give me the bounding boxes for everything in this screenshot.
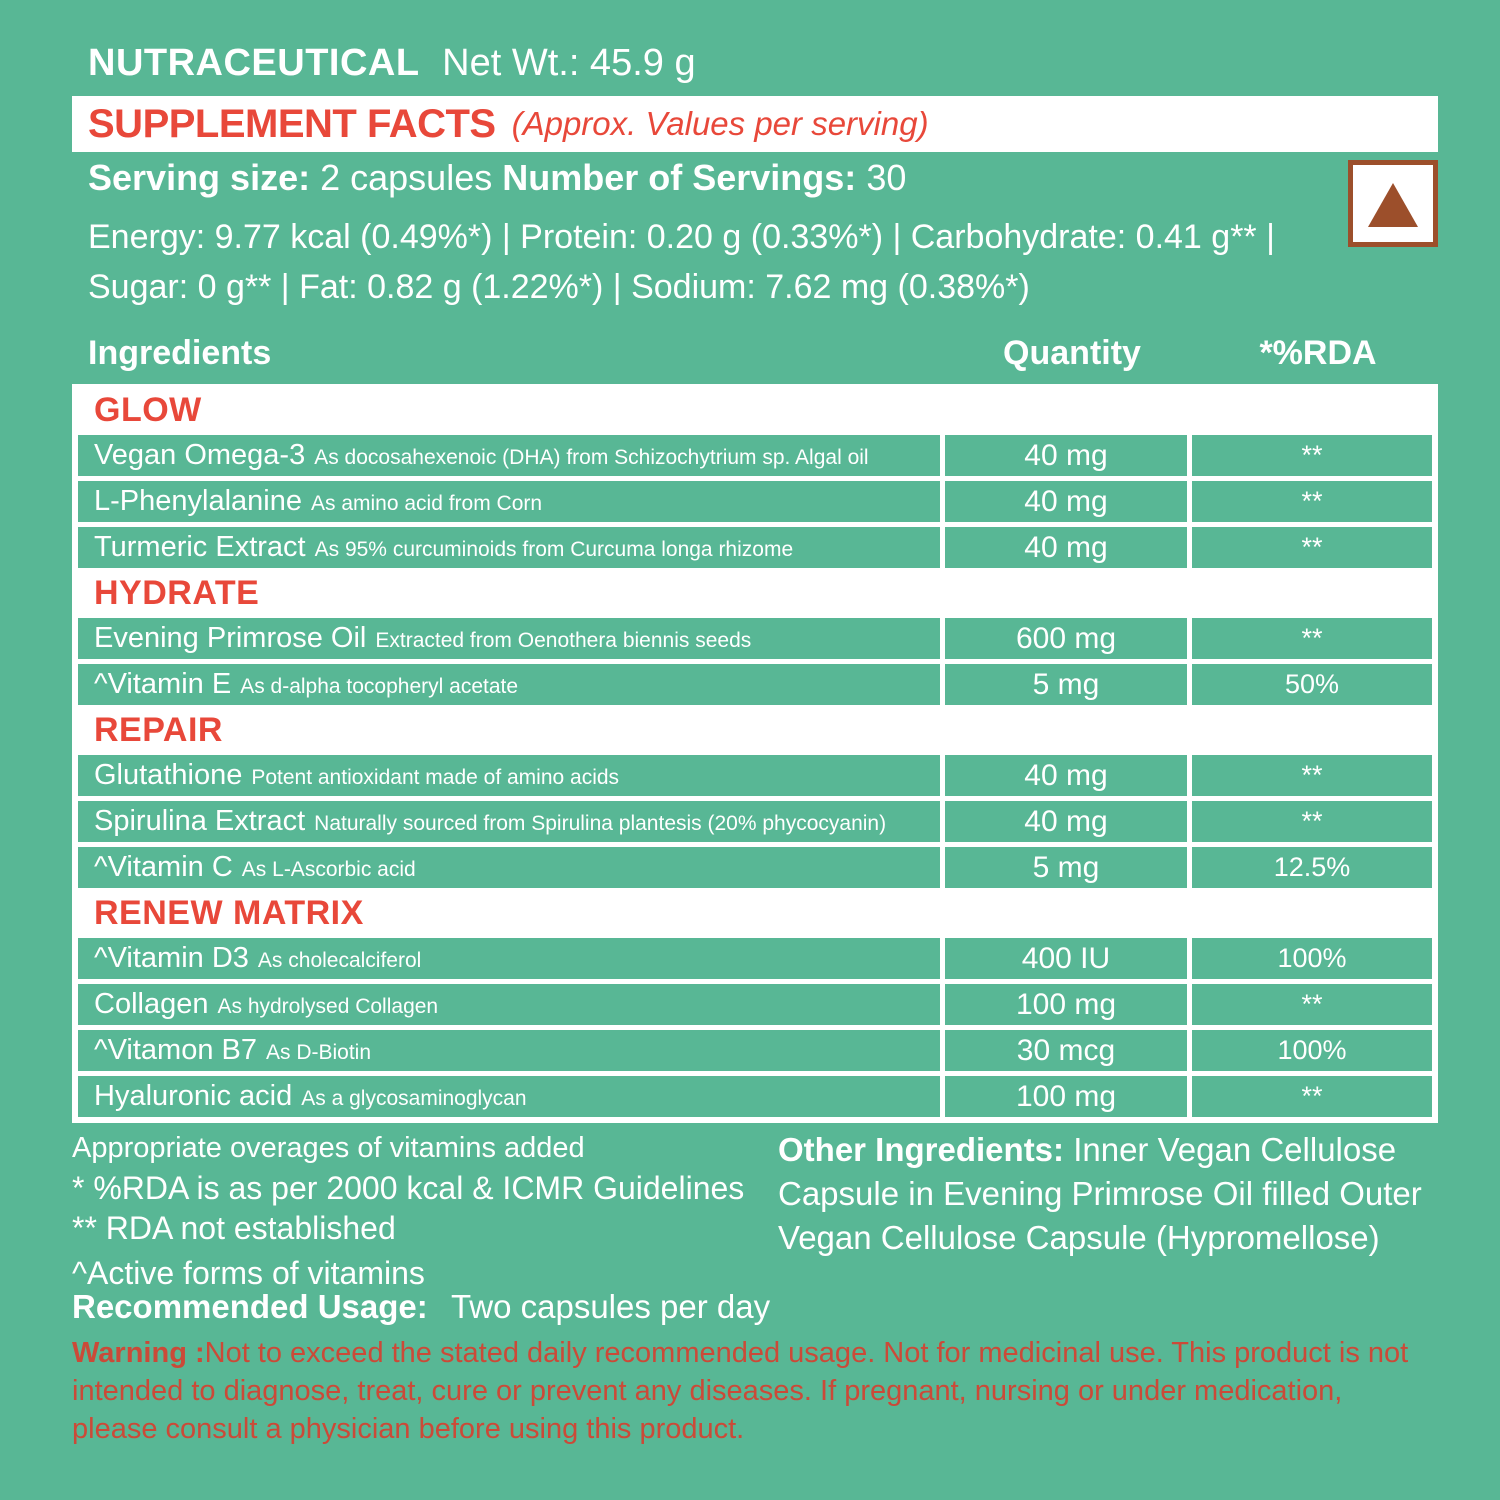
column-header-ingredients: Ingredients (88, 334, 272, 372)
ingredient-rda: ** (1192, 984, 1432, 1025)
supplement-facts-bar (72, 96, 1438, 152)
footnote-rda-basis: * %RDA is as per 2000 kcal & ICMR Guidelines (72, 1170, 745, 1206)
footnote-overages: Appropriate overages of vitamins added (72, 1132, 585, 1164)
ingredient-rda: ** (1192, 755, 1432, 796)
net-weight: Net Wt.: 45.9 g (442, 42, 696, 84)
other-ingredients-text: Inner Vegan Cellulose Capsule in Evening Primrose Oil filled Outer Vegan Cellulose Capsule (Hypromellose) (778, 1131, 1422, 1256)
table-row (78, 1030, 1432, 1071)
ingredient-rda: 100% (1192, 1030, 1432, 1071)
ingredient-name-cell (78, 664, 940, 705)
ingredient-description: Potent antioxidant made of amino acids (251, 766, 620, 789)
table-row (78, 618, 1432, 659)
ingredient-quantity: 600 mg (945, 618, 1187, 659)
ingredient-description: As docosahexenoic (DHA) from Schizochytrium sp. Algal oil (314, 446, 869, 469)
ingredient-name: Vegan Omega-3 (94, 439, 306, 471)
table-section-header (78, 710, 1432, 750)
ingredient-quantity: 40 mg (945, 435, 1187, 476)
supplement-facts-title: SUPPLEMENT FACTS (88, 101, 496, 146)
ingredient-name: Evening Primrose Oil (94, 622, 367, 654)
column-header-rda: *%RDA (1259, 334, 1377, 372)
ingredient-name-cell (78, 984, 940, 1025)
ingredient-quantity: 40 mg (945, 527, 1187, 568)
nutrition-summary-line1: Energy: 9.77 kcal (0.49%*) | Protein: 0.20 g (0.33%*) | Carbohydrate: 0.41 g** | (88, 218, 1275, 256)
ingredient-rda: 100% (1192, 938, 1432, 979)
ingredient-rda: 50% (1192, 664, 1432, 705)
ingredient-name: Hyaluronic acid (94, 1080, 293, 1112)
nutrition-summary-line2: Sugar: 0 g** | Fat: 0.82 g (1.22%*) | Sodium: 7.62 mg (0.38%*) (88, 268, 1030, 306)
nutrition-summary (88, 212, 1338, 312)
table-section-header (78, 390, 1432, 430)
triangle-icon (1368, 183, 1418, 227)
serving-info (88, 157, 906, 199)
ingredient-name-cell (78, 435, 940, 476)
table-row (78, 984, 1432, 1025)
ingredient-quantity: 5 mg (945, 847, 1187, 888)
warning-text (72, 1334, 1424, 1448)
servings-count-label: Number of Servings: (502, 157, 857, 198)
column-header-quantity: Quantity (1003, 334, 1141, 372)
ingredient-rda: 12.5% (1192, 847, 1432, 888)
ingredient-name-cell (78, 527, 940, 568)
table-row (78, 801, 1432, 842)
table-row (78, 847, 1432, 888)
ingredient-name: Turmeric Extract (94, 531, 306, 563)
section-title: GLOW (94, 390, 202, 429)
ingredient-quantity: 40 mg (945, 481, 1187, 522)
warning-body: Not to exceed the stated daily recommended usage. Not for medicinal use. This product is not intended to diagnose, treat, cure or prevent any diseases. If pregnant, nursing or under medication, please consult a physician before using this product. (72, 1337, 1409, 1445)
ingredient-name: Glutathione (94, 759, 243, 791)
table-row (78, 481, 1432, 522)
ingredient-quantity: 30 mcg (945, 1030, 1187, 1071)
ingredient-name-cell (78, 847, 940, 888)
ingredient-name: Collagen (94, 988, 209, 1020)
ingredient-quantity: 5 mg (945, 664, 1187, 705)
recommended-usage-label: Recommended Usage: (72, 1288, 428, 1325)
warning-label: Warning : (72, 1337, 205, 1369)
ingredient-name: Spirulina Extract (94, 805, 306, 837)
section-title: HYDRATE (94, 573, 260, 612)
ingredient-quantity: 100 mg (945, 1076, 1187, 1117)
ingredient-description: As 95% curcuminoids from Curcuma longa rhizome (314, 538, 794, 561)
ingredient-rda: ** (1192, 801, 1432, 842)
ingredient-name-cell (78, 1030, 940, 1071)
ingredient-name-cell (78, 755, 940, 796)
servings-count-value: 30 (866, 157, 907, 198)
table-row (78, 435, 1432, 476)
ingredient-name: L-Phenylalanine (94, 485, 302, 517)
recommended-usage (72, 1288, 770, 1326)
footnote-rda-not-established: ** RDA not established (72, 1210, 396, 1246)
ingredient-description: As hydrolysed Collagen (217, 995, 439, 1018)
ingredient-description: As a glycosaminoglycan (301, 1087, 527, 1110)
ingredient-rda: ** (1192, 481, 1432, 522)
ingredient-rda: ** (1192, 618, 1432, 659)
ingredient-name-cell (78, 801, 940, 842)
ingredient-name: ^Vitamin D3 (94, 942, 249, 974)
ingredient-description: Naturally sourced from Spirulina plantesis (20% phycocyanin) (314, 812, 887, 835)
table-column-headers (72, 334, 1438, 373)
serving-size-value: 2 capsules (320, 157, 493, 198)
table-row (78, 755, 1432, 796)
footnotes (72, 1128, 772, 1293)
ingredient-description: Extracted from Oenothera biennis seeds (375, 629, 752, 652)
supplement-facts-subtitle: (Approx. Values per serving) (511, 105, 929, 142)
ingredient-rda: ** (1192, 527, 1432, 568)
ingredient-quantity: 100 mg (945, 984, 1187, 1025)
ingredient-description: As L-Ascorbic acid (241, 858, 416, 881)
other-ingredients (778, 1128, 1450, 1260)
ingredient-description: As cholecalciferol (257, 949, 422, 972)
ingredient-name: ^Vitamin E (94, 668, 232, 700)
section-title: REPAIR (94, 710, 223, 749)
table-section-header (78, 573, 1432, 613)
ingredient-name-cell (78, 938, 940, 979)
ingredient-description: As D-Biotin (266, 1041, 372, 1064)
ingredient-quantity: 400 IU (945, 938, 1187, 979)
table-row (78, 664, 1432, 705)
ingredient-quantity: 40 mg (945, 801, 1187, 842)
ingredient-description: As d-alpha tocopheryl acetate (240, 675, 519, 698)
product-type-label: NUTRACEUTICAL (88, 42, 420, 84)
recommended-usage-value: Two capsules per day (450, 1288, 771, 1325)
table-row (78, 1076, 1432, 1117)
ingredient-name-cell (78, 481, 940, 522)
non-vegetarian-mark (1348, 160, 1438, 247)
serving-size-label: Serving size: (88, 157, 311, 198)
ingredient-quantity: 40 mg (945, 755, 1187, 796)
table-row (78, 938, 1432, 979)
table-section-header (78, 893, 1432, 933)
section-title: RENEW MATRIX (94, 893, 364, 932)
ingredient-rda: ** (1192, 435, 1432, 476)
ingredients-table (72, 384, 1438, 1123)
table-row (78, 527, 1432, 568)
footnote-active-forms: ^Active forms of vitamins (72, 1255, 425, 1291)
brand-line (88, 42, 696, 85)
ingredient-name-cell (78, 618, 940, 659)
ingredient-name-cell (78, 1076, 940, 1117)
ingredient-name: ^Vitamin C (94, 851, 233, 883)
ingredient-description: As amino acid from Corn (310, 492, 543, 515)
ingredient-rda: ** (1192, 1076, 1432, 1117)
other-ingredients-label: Other Ingredients: (778, 1131, 1065, 1168)
ingredient-name: ^Vitamon B7 (94, 1034, 257, 1066)
